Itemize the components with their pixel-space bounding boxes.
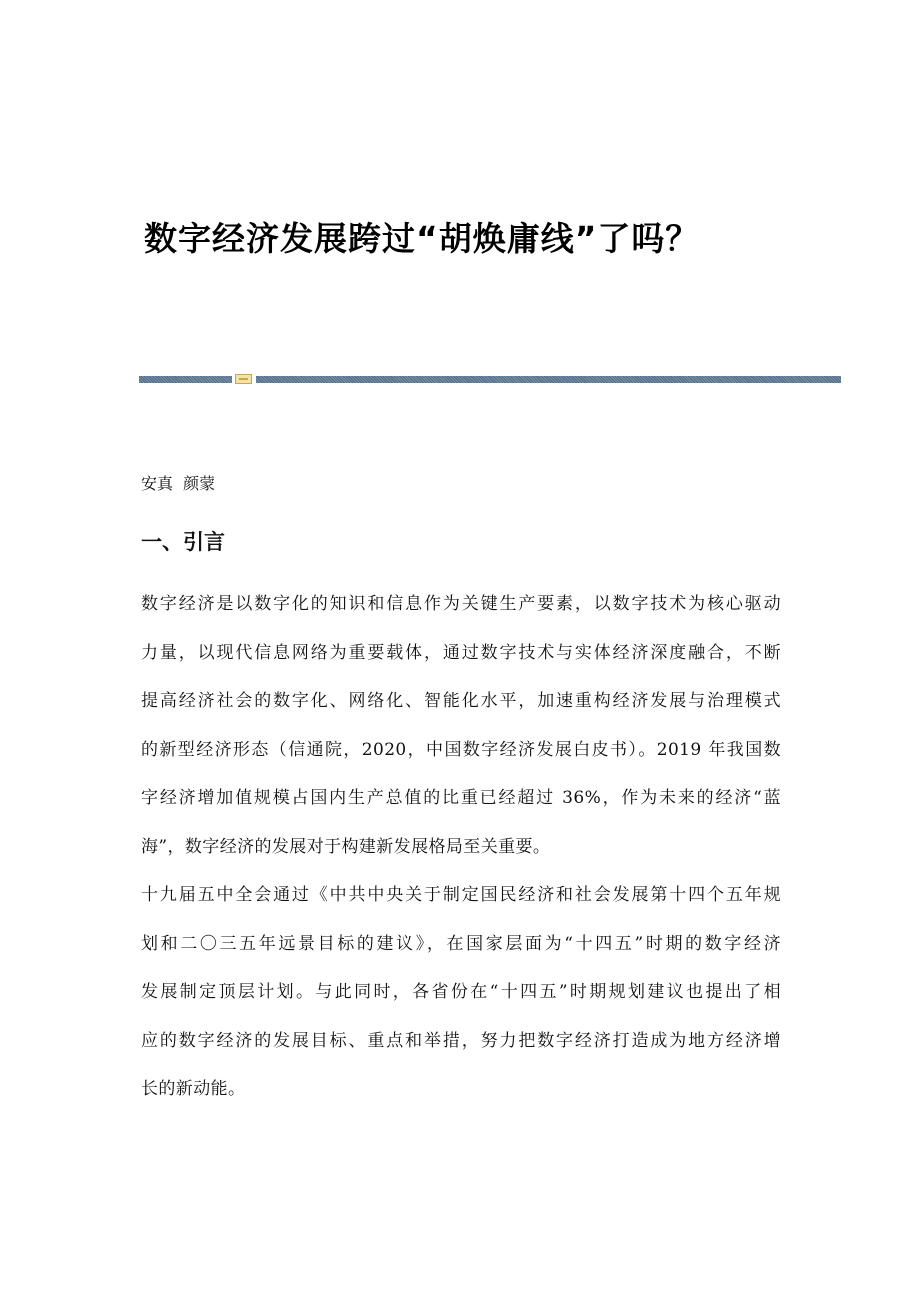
paragraph-line: 划和二〇三五年远景目标的建议》，在国家层面为“十四五”时期的数字经济 [141, 933, 781, 954]
paragraph-line: 数字经济是以数字化的知识和信息作为关键生产要素，以数字技术为核心驱动 [141, 594, 781, 614]
paragraph-intro [141, 580, 781, 871]
paragraph-line: 字经济增加值规模占国内生产总值的比重已经超过 36%，作为未来的经济“蓝 [141, 788, 781, 808]
page-title: 数字经济发展跨过“胡焕庸线”了吗？ [144, 219, 700, 258]
paragraph-line: 发展制定顶层计划。与此同时，各省份在“十四五”时期规划建议也提出了相 [141, 982, 781, 1002]
paragraph-line: 长的新动能。 [141, 1079, 246, 1099]
paragraph-line: 提高经济社会的数字化、网络化、智能化水平，加速重构经济发展与治理模式 [141, 691, 781, 711]
paragraph-line: 海”，数字经济的发展对于构建新发展格局至关重要。 [141, 836, 551, 857]
paragraph-line: 应的数字经济的发展目标、重点和举措，努力把数字经济打造成为地方经济增 [141, 1030, 781, 1051]
divider-bar-left [139, 376, 232, 383]
paragraph-line: 的新型经济形态（信通院，2020，中国数字经济发展白皮书）。2019 年我国数 [141, 739, 781, 760]
divider-bar-right [256, 376, 841, 383]
section-heading: 一、引言 [141, 530, 225, 554]
authors: 安真 颜蒙 [141, 474, 216, 493]
divider-ornament-icon [235, 374, 252, 384]
paragraph-line: 十九届五中全会通过《中共中央关于制定国民经济和社会发展第十四个五年规 [141, 885, 781, 905]
paragraph-line: 力量，以现代信息网络为重要载体，通过数字技术与实体经济深度融合，不断 [141, 642, 781, 663]
paragraph-plan [141, 871, 781, 1114]
title-divider [139, 374, 841, 384]
